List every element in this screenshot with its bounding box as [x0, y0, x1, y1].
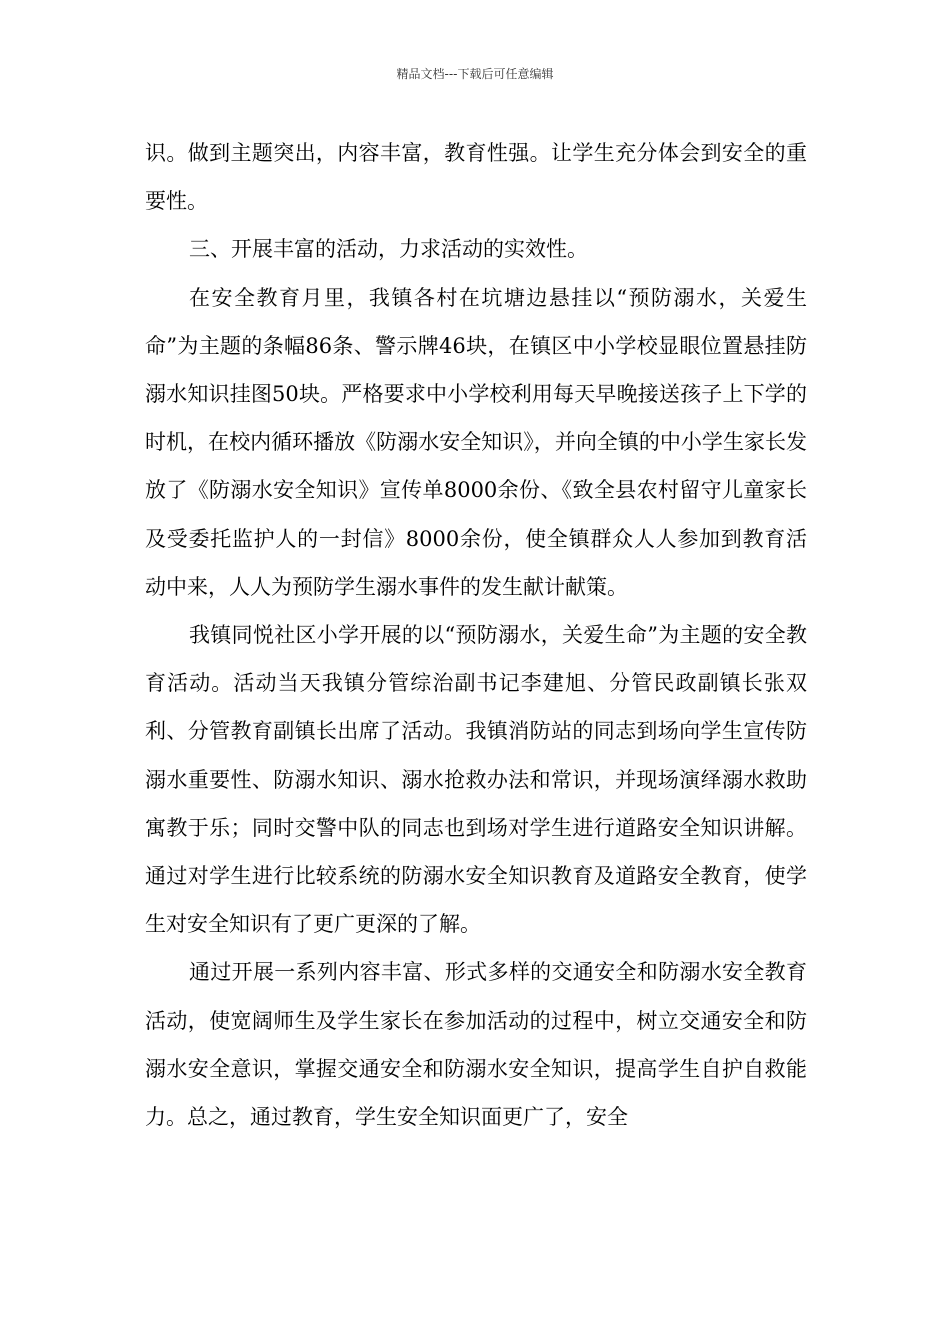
section-heading: 三、开展丰富的活动，力求活动的实效性。 [189, 237, 588, 262]
paragraph-continuation: 识。做到主题突出，内容丰富，教育性强。让学生充分体会到安全的重要性。 [145, 141, 807, 214]
paragraph: 通过开展一系列内容丰富、形式多样的交通安全和防溺水安全教育活动，使宽阔师生及学生家长在参加活动的过程中，树立交通安全和防溺水安全意识，掌握交通安全和防溺水安全知识，提高学生自护自救能力。总之，通过教育，学生安全知识面更广了，安全 [145, 960, 807, 1130]
page-header: 精品文档---下载后可任意编辑 [396, 67, 554, 81]
paragraph: 我镇同悦社区小学开展的以“预防溺水，关爱生命”为主题的安全教育活动。活动当天我镇分管综治副书记李建旭、分管民政副镇长张双利、分管教育副镇长出席了活动。我镇消防站的同志到场向学生宣传防溺水重要性、防溺水知识、溺水抢救办法和常识，并现场演绎溺水救助寓教于乐；同时交警中队的同志也到场对学生进行道路安全知识讲解。通过对学生进行比较系统的防溺水安全知识教育及道路安全教育，使学生对安全知识有了更广更深的了解。 [145, 623, 807, 937]
paragraph: 在安全教育月里，我镇各村在坑塘边悬挂以“预防溺水，关爱生命”为主题的条幅86条、警示牌46块，在镇区中小学校显眼位置悬挂防溺水知识挂图50块。严格要求中小学校利用每天早晚接送孩子上下学的时机，在校内循环播放《防溺水安全知识》，并向全镇的中小学生家长发放了《防溺水安全知识》宣传单8000余份、《致全县农村留守儿童家长及受委托监护人的一封信》8000余份，使全镇群众人人参加到教育活动中来，人人为预防学生溺水事件的发生献计献策。 [145, 285, 807, 599]
document-body [145, 129, 807, 1141]
